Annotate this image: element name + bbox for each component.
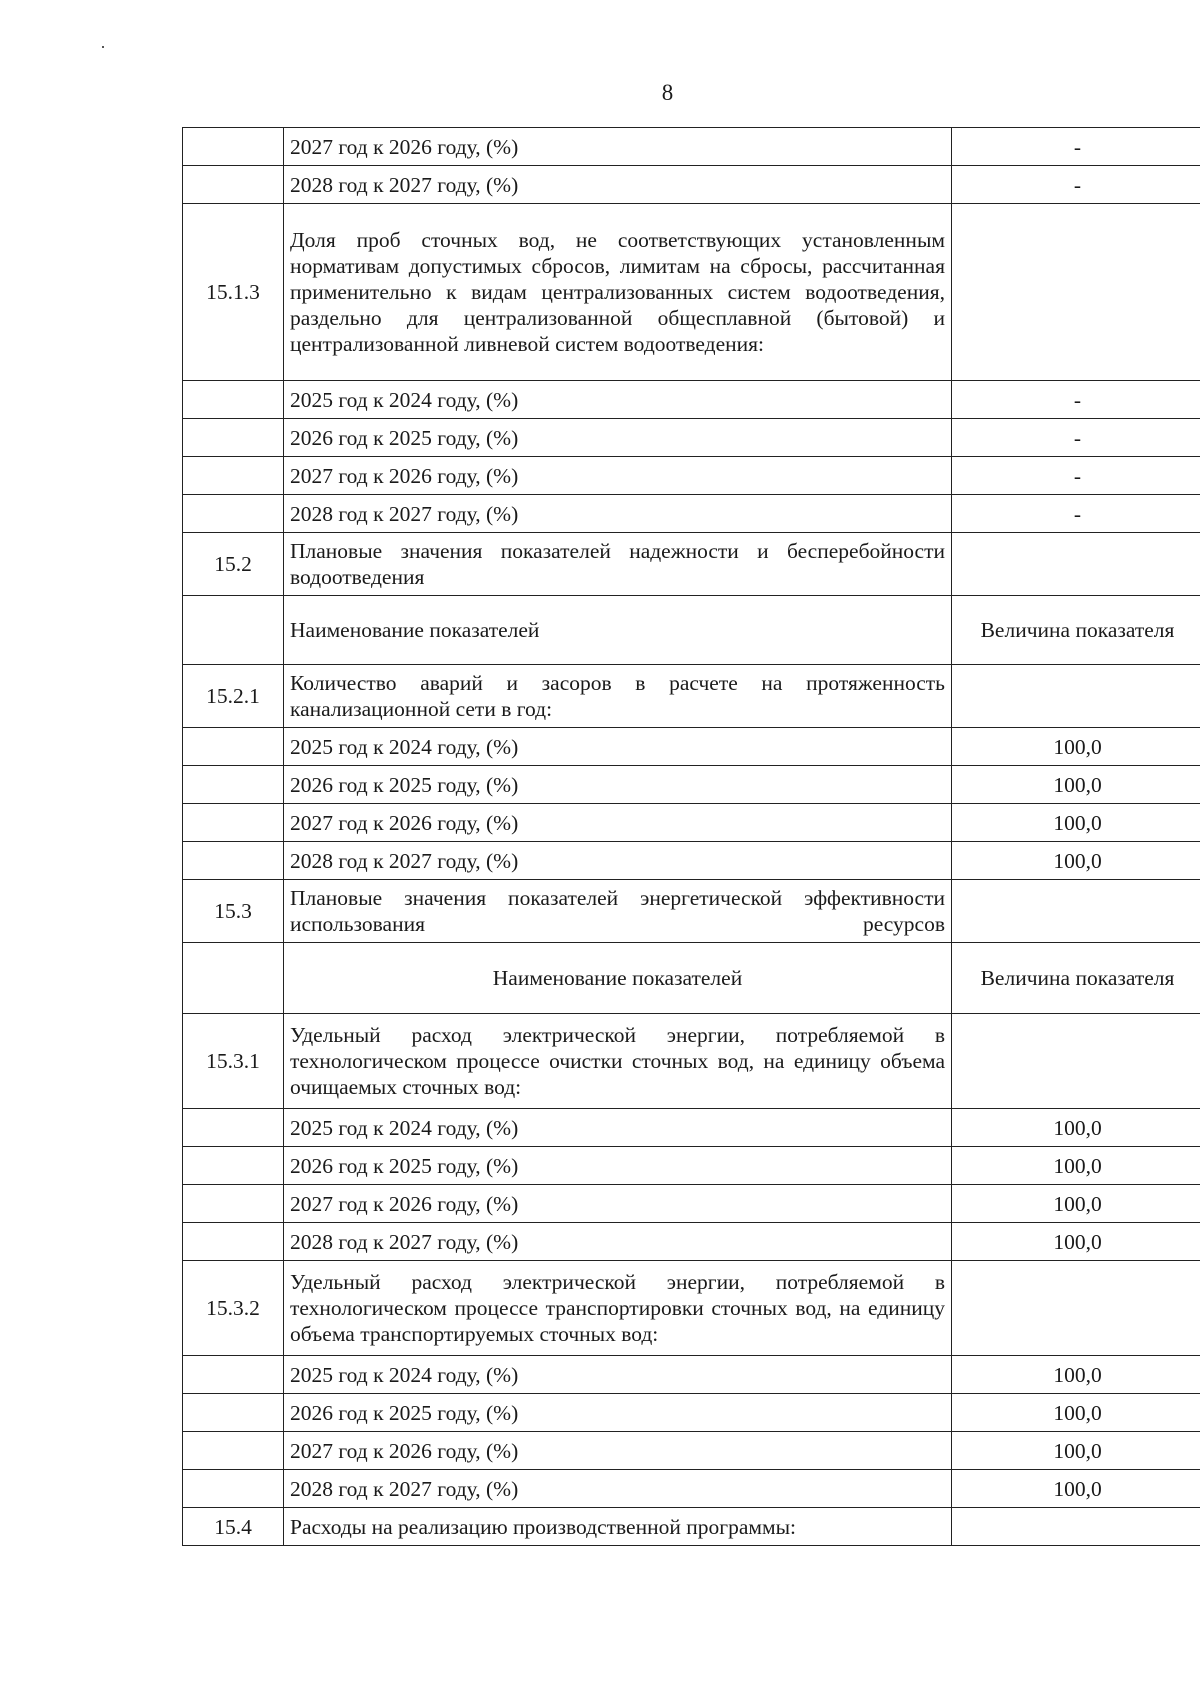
indicator-name: 2027 год к 2026 году, (%) [284, 128, 952, 166]
table-row [183, 1109, 1200, 1147]
indicator-value: - [952, 457, 1200, 495]
table-row [183, 728, 1200, 766]
table-row [183, 457, 1200, 495]
column-header-name: Наименование показателей [284, 596, 952, 665]
indicator-value: 100,0 [952, 728, 1200, 766]
indicator-value [952, 1508, 1200, 1546]
indicator-value: 100,0 [952, 1432, 1200, 1470]
row-number: 15.4 [183, 1508, 284, 1546]
row-number [183, 1147, 284, 1185]
row-number [183, 766, 284, 804]
table-row [183, 1470, 1200, 1508]
row-number [183, 1394, 284, 1432]
indicator-value: 100,0 [952, 1147, 1200, 1185]
column-header-row [183, 943, 1200, 1014]
column-header-name: Наименование показателей [284, 943, 952, 1014]
section-row [183, 1508, 1200, 1546]
indicator-value: 100,0 [952, 1356, 1200, 1394]
section-title: Плановые значения показателей надежности и бесперебойности водоотведения [284, 533, 952, 596]
page-number: 8 [661, 80, 674, 105]
indicator-name: 2027 год к 2026 году, (%) [284, 1432, 952, 1470]
row-number: 15.2.1 [183, 665, 284, 728]
row-number [183, 166, 284, 204]
table-row [183, 804, 1200, 842]
row-number [183, 842, 284, 880]
indicator-value: - [952, 419, 1200, 457]
section-row [183, 665, 1200, 728]
indicator-name: 2028 год к 2027 году, (%) [284, 1470, 952, 1508]
column-header-value: Величина показателя [952, 943, 1200, 1014]
indicator-name: 2028 год к 2027 году, (%) [284, 166, 952, 204]
section-title: Расходы на реализацию производственной программы: [284, 1508, 952, 1546]
table-row [183, 842, 1200, 880]
row-number: 15.3 [183, 880, 284, 943]
row-number [183, 419, 284, 457]
row-number [183, 728, 284, 766]
indicator-name: 2027 год к 2026 году, (%) [284, 457, 952, 495]
row-number [183, 1185, 284, 1223]
table-row [183, 1394, 1200, 1432]
table-row [183, 1223, 1200, 1261]
table-row [183, 495, 1200, 533]
table-row [183, 1356, 1200, 1394]
indicator-value: 100,0 [952, 766, 1200, 804]
section-row [183, 1014, 1200, 1109]
row-number: 15.3.2 [183, 1261, 284, 1356]
indicator-value: 100,0 [952, 804, 1200, 842]
indicator-name: Удельный расход электрической энергии, потребляемой в технологическом процессе очистки сточных вод, на единицу объема очищаемых сточных вод: [284, 1014, 952, 1109]
row-number [183, 1356, 284, 1394]
row-number [183, 495, 284, 533]
row-number: 15.1.3 [183, 204, 284, 381]
indicator-name: Удельный расход электрической энергии, потребляемой в технологическом процессе транспортировки сточных вод, на единицу объема транспортируемых сточных вод: [284, 1261, 952, 1356]
row-number [183, 128, 284, 166]
indicator-value [952, 533, 1200, 596]
indicator-value: 100,0 [952, 1470, 1200, 1508]
row-number [183, 457, 284, 495]
indicator-name: 2027 год к 2026 году, (%) [284, 804, 952, 842]
indicator-name: 2028 год к 2027 году, (%) [284, 495, 952, 533]
section-row [183, 533, 1200, 596]
row-number [183, 381, 284, 419]
indicator-value [952, 1261, 1200, 1356]
indicator-name: 2026 год к 2025 году, (%) [284, 1147, 952, 1185]
indicator-value: 100,0 [952, 842, 1200, 880]
indicator-value: 100,0 [952, 1223, 1200, 1261]
scan-speck [102, 46, 104, 48]
indicator-name: 2026 год к 2025 году, (%) [284, 766, 952, 804]
table-row [183, 1432, 1200, 1470]
indicator-value [952, 1014, 1200, 1109]
indicator-name: 2025 год к 2024 году, (%) [284, 381, 952, 419]
indicator-name: 2026 год к 2025 году, (%) [284, 419, 952, 457]
table-row [183, 166, 1200, 204]
indicator-value: - [952, 495, 1200, 533]
section-title: Плановые значения показателей энергетической эффективности использования ресурсов [284, 880, 952, 943]
indicator-name: Количество аварий и засоров в расчете на протяженность канализационной сети в год: [284, 665, 952, 728]
indicator-name: 2028 год к 2027 году, (%) [284, 842, 952, 880]
section-row [183, 1261, 1200, 1356]
indicator-name: 2025 год к 2024 году, (%) [284, 1356, 952, 1394]
row-number [183, 1109, 284, 1147]
row-number [183, 943, 284, 1014]
row-number [183, 1223, 284, 1261]
indicator-value: - [952, 166, 1200, 204]
table-row [183, 1147, 1200, 1185]
indicator-name: Доля проб сточных вод, не соответствующих установленным нормативам допустимых сбросов, лимитам на сбросы, рассчитанная применительно к видам централизованных систем водоотведения, раздельно для централизованной общесплавной (бытовой) и централизованной ливневой систем водоотведения: [284, 204, 952, 381]
section-row [183, 204, 1200, 381]
column-header-value: Величина показателя [952, 596, 1200, 665]
indicator-value: 100,0 [952, 1109, 1200, 1147]
table-row [183, 766, 1200, 804]
indicator-name: 2027 год к 2026 году, (%) [284, 1185, 952, 1223]
row-number [183, 1432, 284, 1470]
row-number: 15.3.1 [183, 1014, 284, 1109]
row-number [183, 1470, 284, 1508]
indicator-value: 100,0 [952, 1394, 1200, 1432]
indicator-value [952, 204, 1200, 381]
table-row [183, 1185, 1200, 1223]
table-row [183, 128, 1200, 166]
row-number [183, 596, 284, 665]
indicator-name: 2025 год к 2024 году, (%) [284, 1109, 952, 1147]
row-number [183, 804, 284, 842]
indicator-value: 100,0 [952, 1185, 1200, 1223]
table-row [183, 419, 1200, 457]
indicator-value: - [952, 128, 1200, 166]
indicator-value [952, 880, 1200, 943]
indicators-table [182, 127, 1200, 1546]
indicator-name: 2028 год к 2027 году, (%) [284, 1223, 952, 1261]
indicator-value [952, 665, 1200, 728]
table-row [183, 381, 1200, 419]
section-row [183, 880, 1200, 943]
indicator-value: - [952, 381, 1200, 419]
indicator-name: 2026 год к 2025 году, (%) [284, 1394, 952, 1432]
indicator-name: 2025 год к 2024 году, (%) [284, 728, 952, 766]
row-number: 15.2 [183, 533, 284, 596]
column-header-row [183, 596, 1200, 665]
